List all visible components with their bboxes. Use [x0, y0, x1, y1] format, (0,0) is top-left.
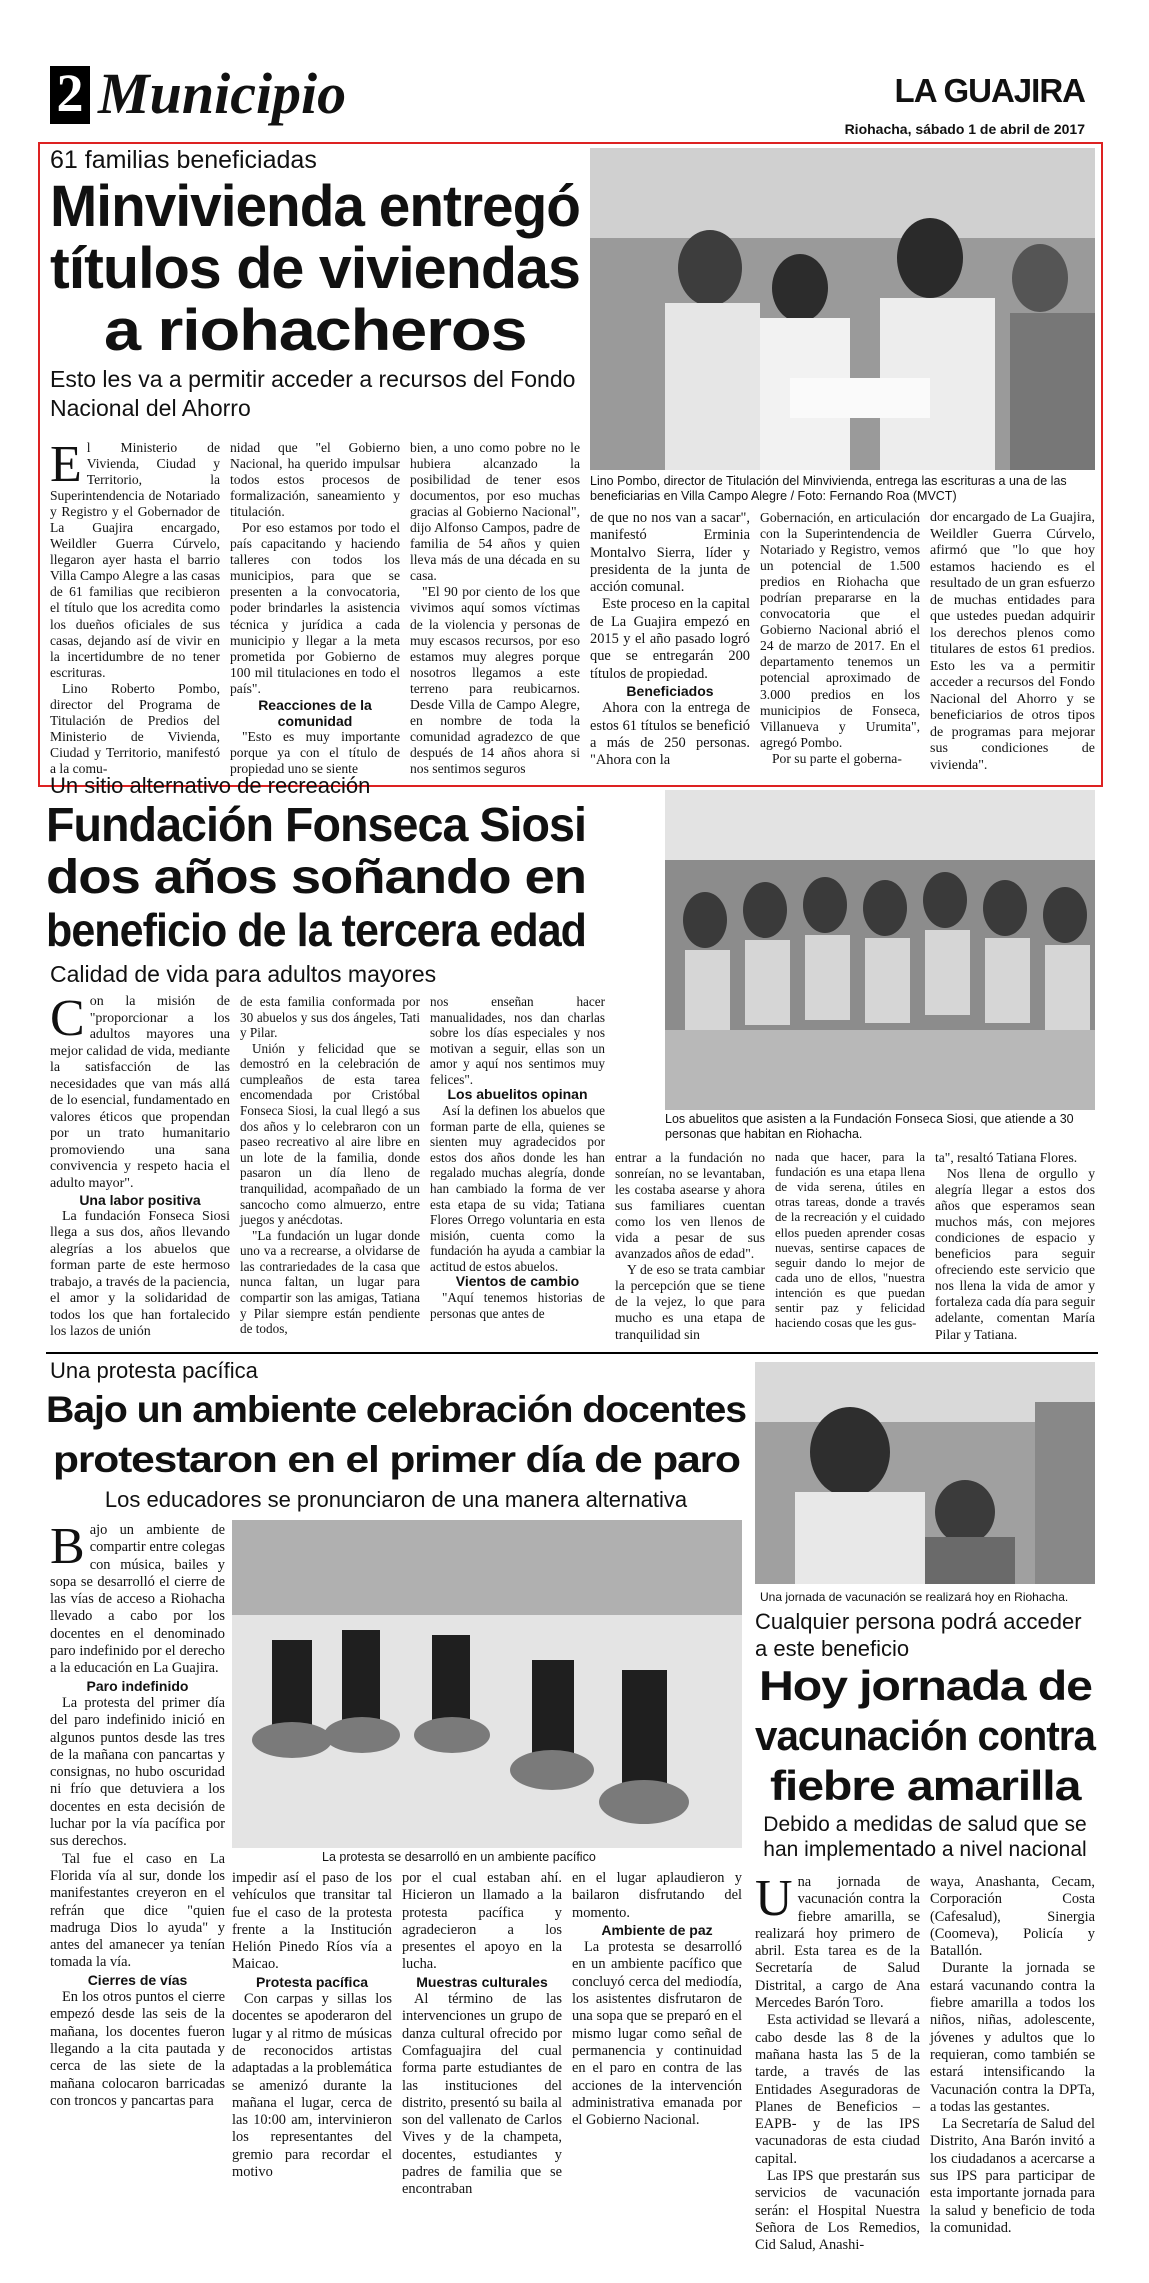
- article3-column-1: Bajo un ambiente de compartir entre colegas con música, bailes y sopa se desarrolló el cierre de las vías de acceso a Riohacha llevado a cabo por los docentes en el denominado paro indefinido por el derecho a la educación en La Guajira. Paro indefinido La protesta del primer día del paro indefinido inició en algunos puntos desde las tres de la mañana con pancartas y consignas, no hubo oscuridad ni frío que detuviera a los docentes en esta decisión de luchar por la vía pacífica por sus derechos. Tal fue el caso en La Florida vía al sur, donde los manifestantes creyeron en el refrán que dice "quien madruga Dios lo ayuda" y antes del amanecer ya tenían tomada la vía. Cierres de vías En los otros puntos el cierre empezó desde las seis de la mañana, los docentes fueron llegando a la cita pautada y cerca de las siete de la mañana colocaron barricadas con troncos y pancartas para: [50, 1518, 225, 2109]
- article3-photo: [232, 1520, 742, 1848]
- article4-deck: Debido a medidas de salud que se han implementado a nivel nacional: [763, 1813, 1087, 1861]
- article3-deck: Los educadores se pronunciaron de una manera alternativa: [104, 1487, 688, 1512]
- article3-headline-line1: Bajo un ambiente celebración docentes: [46, 1389, 746, 1430]
- article2-photo-caption: Los abuelitos que asisten a la Fundación Fonseca Siosi, que atiende a 30 personas que habitan en Riohacha.: [665, 1112, 1074, 1141]
- article1-column-2: nidad que "el Gobierno Nacional, ha querido impulsar todos estos procesos de formalización, saneamiento y titulación. Por eso estamos por todo el país capacitando y haciendo talleres con todos los municipios, para que se presenten a la convocatoria, poder brindarles la asistencia técnica y jurídica a cada municipio y llegar a la meta prometida por Gobierno de 100 mil titulaciones en todo el país". Reacciones de la comunidad "Esto es muy importante porque ya con el título de propiedad uno se siente: [230, 440, 400, 776]
- article4-headline-line2: vacunación contra: [755, 1712, 1095, 1759]
- article1-column-4: de que no nos van a sacar", manifestó Erminia Montalvo Sierra, líder y presidenta de la junta de acción comunal. Este proceso en la capital de La Guajira empezó en 2015 y el año pasado logró que se entregarán 200 títulos de propiedad. Beneficiados Ahora con la entrega de estos 61 títulos se benefició a más de 250 personas. "Ahora con la: [590, 510, 750, 769]
- article2-subhead-1: Una labor positiva: [79, 1192, 201, 1209]
- article2-column-4: entrar a la fundación no sonreían, no se levantaban, les costaba asearse y ahora sus familiares cuentan como los ven llenos de vida a pesar de sus avanzados años de edad". Y de eso se trata cambiar la percepción que se tiene de la vejez, lo que para mucho es una etapa de tranquilidad sin: [615, 1150, 765, 1342]
- article3-subhead-3: Protesta pacífica: [255, 1973, 369, 1990]
- article1-kicker: 61 familias beneficiadas: [50, 146, 317, 174]
- article1-column-1: El Ministerio de Vivienda, Ciudad y Territorio, la Superintendencia de Notariado y Registro y el Gobernador de La Guajira encargado, Weildler Guerra Cúrvelo, llegaron ayer hasta el barrio Villa Campo Alegre a las casas de 61 familias que recibieron el título que los acredita como los dueños oficiales de sus casas, dejando así de vivir en la incertidumbre de no tener escrituras. Lino Roberto Pombo, director del Programa de Titulación de Predios del Ministerio de Vivienda, Ciudad y Territorio, manifestó a la comu-: [50, 436, 220, 776]
- article4-drop-cap: U: [755, 1870, 793, 1927]
- article3-kicker: Una protesta pacífica: [50, 1358, 258, 1383]
- section-divider: [46, 1352, 1098, 1354]
- article2-drop-cap: C: [50, 990, 85, 1047]
- article3-column-3: por el cual estaban ahí. Hicieron un llamado a la protesta pacífica y agradecieron a los presentes el apoyo en la lucha. Muestras culturales Al término de las intervenciones un grupo de danza cultural ofrecido por Comfaguajira del cual forma parte estudiantes de las instituciones del distrito, presentó su baila al son del vallenato de Carlos Vives y de la champeta, docentes, estudiantes y padres de familia que se encontraban: [402, 1870, 562, 2198]
- article2-kicker: Un sitio alternativo de recreación: [50, 773, 371, 798]
- article2-column-6: ta", resaltó Tatiana Flores. Nos llena de orgullo y alegría llegar a estos dos años que esperamos sean muchos más, con mejores condiciones de espacio y beneficios para seguir ofreciendo este servicio que nos llena la vida de amor y fortaleza cada día para seguir adelante, comentan María Pilar y Tatiana.: [935, 1150, 1095, 1342]
- page-number: 2: [56, 63, 84, 123]
- article3-subhead-5: Ambiente de paz: [601, 1921, 713, 1938]
- article4-photo-caption: Una jornada de vacunación se realizará hoy en Riohacha.: [760, 1590, 1069, 1604]
- article3-column-2: impedir así el paso de los vehículos que transitar tal fue el caso de la protesta frente a la Institución Helión Pinedo Ríos vía a Maicao. Protesta pacífica Con carpas y sillas los docentes se apoderaron del lugar y al ritmo de músicas de reconocidos artistas adaptadas a la problemática se amenizó durante la mañana el lugar, cerca de las 10:00 am, intervinieron los representantes del gremio para recordar el motivo: [232, 1870, 392, 2181]
- article1-drop-cap: E: [50, 436, 82, 493]
- article4-kicker: Cualquier persona podrá acceder a este beneficio: [755, 1609, 1082, 1661]
- article2-column-1: Con la misión de "proporcionar a los adultos mayores una mejor calidad de vida, mediante la satisfacción de las necesidades que van más allá de lo esencial, fundamentado en valores éticos que propendan por un trato humanitario promoviendo una sana convivencia y respeto hacia el adulto mayor". Una labor positiva La fundación Fonseca Siosi llega a sus dos, años llevando alegrías a los abuelos que forman parte de este hermoso trabajo, a través de la paciencia, el amor y la solidaridad de todos los que han fortalecido los lazos de unión: [50, 990, 230, 1340]
- article1-subhead: Reacciones de la comunidad: [258, 696, 372, 729]
- article2-subhead-3: Vientos de cambio: [455, 1273, 580, 1290]
- article2-column-2: de esta familia conformada por 30 abuelos y sus dos ángeles, Tati y Pilar. Unión y felicidad que se demostró en la celebración de cumpleaños de esta tarea encomendada por Cristóbal Fonseca Siosi, la cual llegó a sus dos años y lo celebraron con un paseo recreativo al aire libre en un lote de la familia, donde pasaron un día lleno de tranquilidad, acompañado de un sancocho como almuerzo, entre juegos y anécdotas. "La fundación un lugar donde uno va a recrearse, a olvidarse de las contrariedades de la casa que nunca faltan, un lugar para compartir son las amigas, Tatiana y Pilar siempre están pendiente de todos,: [240, 994, 420, 1337]
- article2-deck: Calidad de vida para adultos mayores: [50, 961, 437, 987]
- article2-headline-line1: Fundación Fonseca Siosi: [46, 799, 586, 852]
- article2-subhead-2: Los abuelitos opinan: [447, 1086, 588, 1103]
- article1-column-5: Gobernación, en articulación con la Superintendencia de Notariado y Registro, vemos un potencial de 1.500 predios en Riohacha que podrían prepararse en la convocatoria que el Gobierno Nacional abrió el 24 de marzo de 2017. En el departamento tenemos un potencial aproximado de 3.000 predios en los municipios de Fonseca, Villanueva y Urumita", agregó Pombo. Por su parte el goberna-: [760, 510, 920, 766]
- article2-photo: [665, 790, 1095, 1110]
- dateline: Riohacha, sábado 1 de abril de 2017: [844, 121, 1085, 137]
- article4-column-2: waya, Anashanta, Cecam, Corporación Costa (Cafesalud), Sinergia (Coomeva), Policía y Batallón. Durante la jornada se estará vacunando contra la fiebre amarilla a todos los niños, niñas, adolescente, jóvenes y adultos que lo requieran, como también se estará intensificando la Vacunación contra la DPTa, a todas las gestantes. La Secretaría de Salud del Distrito, Ana Barón invitó a los ciudadanos a acercarse a sus IPS para participar de esta importante jornada para la salud y beneficio de toda la comunidad.: [930, 1874, 1095, 2236]
- article2-headline-line2: dos años soñando en: [46, 851, 586, 904]
- article3-photo-caption: La protesta se desarrolló en un ambiente pacífico: [322, 1850, 596, 1864]
- article4-headline-line3: fiebre amarilla: [769, 1762, 1081, 1809]
- article1-headline-line2: títulos de viviendas: [50, 236, 580, 301]
- article4-headline-line1: Hoy jornada de: [758, 1662, 1092, 1709]
- article2-headline-line3: beneficio de la tercera edad: [46, 904, 586, 956]
- article1-headline-line3: a riohacheros: [103, 298, 527, 363]
- article2-column-3: nos enseñan hacer manualidades, nos dan charlas sobre los días especiales y nos motivan a seguir, ellas son un amor y aquí nos sentimos muy felices". Los abuelitos opinan Así la definen los abuelos que forman parte de ella, quienes se sienten muy agradecidos por estos dos años donde les han regalado muchas alegría, donde han cambiado la forma de ver esta etapa de su vida; Tatiana Flores Orrego voluntaria en esta misión, cuenta como la fundación ha ayuda a cambiar la actitud de estos abuelos. Vientos de cambio "Aquí tenemos historias de personas que antes de: [430, 994, 605, 1321]
- article1-deck: Esto les va a permitir acceder a recursos del Fondo Nacional del Ahorro: [50, 366, 576, 421]
- article3-column-4: en el lugar aplaudieron y bailaron disfrutando del momento. Ambiente de paz La protesta se desarrolló en un ambiente pacífico que concluyó cerca del mediodía, los asistentes disfrutaron de una sopa que se preparó en el mismo lugar como señal de permanencia y continuidad en el paro en contra de las acciones de la intervención administrativa emanada por el Gobierno Nacional.: [572, 1870, 742, 2129]
- newspaper-logo: LA GUAJIRA: [894, 72, 1085, 109]
- article3-drop-cap: B: [50, 1518, 85, 1575]
- article1-column-3: bien, a uno como pobre no le hubiera alcanzado la posibilidad de tener esos documentos, por eso muchas gracias al Gobierno Nacional", dijo Alfonso Campos, padre de familia de 54 años y quien lleva más de una década en su casa. "El 90 por ciento de los que vivimos aquí somos víctimas de la violencia y personas de muy escasos recursos, por eso estamos muy alegres porque nosotros llegamos a este terreno para reubicarnos. Desde Villa de Campo Alegre, en nombre de toda la comunidad agradezco de que después de 14 años ahora si nos sentimos seguros: [410, 440, 580, 776]
- article3-subhead-4: Muestras culturales: [416, 1973, 548, 1990]
- article2-column-5: nada que hacer, para la fundación es una etapa llena de vida serena, útiles en otras tareas, donde a través de la recreación y el cuidado ellos pueden aprender cosas nuevas, sentirse capaces de seguir dando lo mejor de cada uno de ellos, "nuestra intención es que puedan sentir paz y felicidad haciendo cosas que les gus-: [775, 1150, 925, 1331]
- article1-subhead-2: Beneficiados: [626, 682, 714, 699]
- article1-column-6: dor encargado de La Guajira, Weildler Guerra Cúrvelo, afirmó que "lo que hoy estamos haciendo es el resultado de un gran esfuerzo de muchas entidades para que ustedes puedan adquirir los derechos plenos como titulares de estos 61 predios. Esto les va a permitir acceder a recursos del Fondo Nacional del Ahorro y se beneficiarios de otros tipos de programas para mejorar sus condiciones de vivienda".: [930, 510, 1095, 773]
- section-title: Municipio: [98, 61, 347, 126]
- article4-photo: [755, 1362, 1095, 1584]
- article3-subhead-2: Cierres de vías: [87, 1971, 188, 1988]
- article3-subhead-1: Paro indefinido: [86, 1677, 189, 1694]
- article1-photo: [590, 148, 1095, 470]
- article4-column-1: Una jornada de vacunación contra la fiebre amarilla, se realizará hoy primero de abril. Esta tarea es de la Secretaría de Salud Distrital, a cargo de Ana Mercedes Barón Toro. Esta actividad se llevará a cabo desde las 8 de la mañana hasta las 5 de la tarde, a través de las Entidades Aseguradoras de Planes de Beneficios –EAPB- y de las IPS vacunadoras de esta ciudad capital. Las IPS que prestarán sus servicios de vacunación serán: el Hospital Nuestra Señora de Los Remedios, Cid Salud, Anashi-: [755, 1870, 920, 2254]
- article1-photo-caption: Lino Pombo, director de Titulación del Minvivienda, entrega las escrituras a una de las beneficiarias en Villa Campo Alegre / Foto: Fernando Roa (MVCT): [590, 474, 1067, 503]
- article3-headline-line2: protestaron en el primer día de paro: [52, 1439, 740, 1480]
- article1-headline-line1: Minvivienda entregó: [50, 174, 580, 239]
